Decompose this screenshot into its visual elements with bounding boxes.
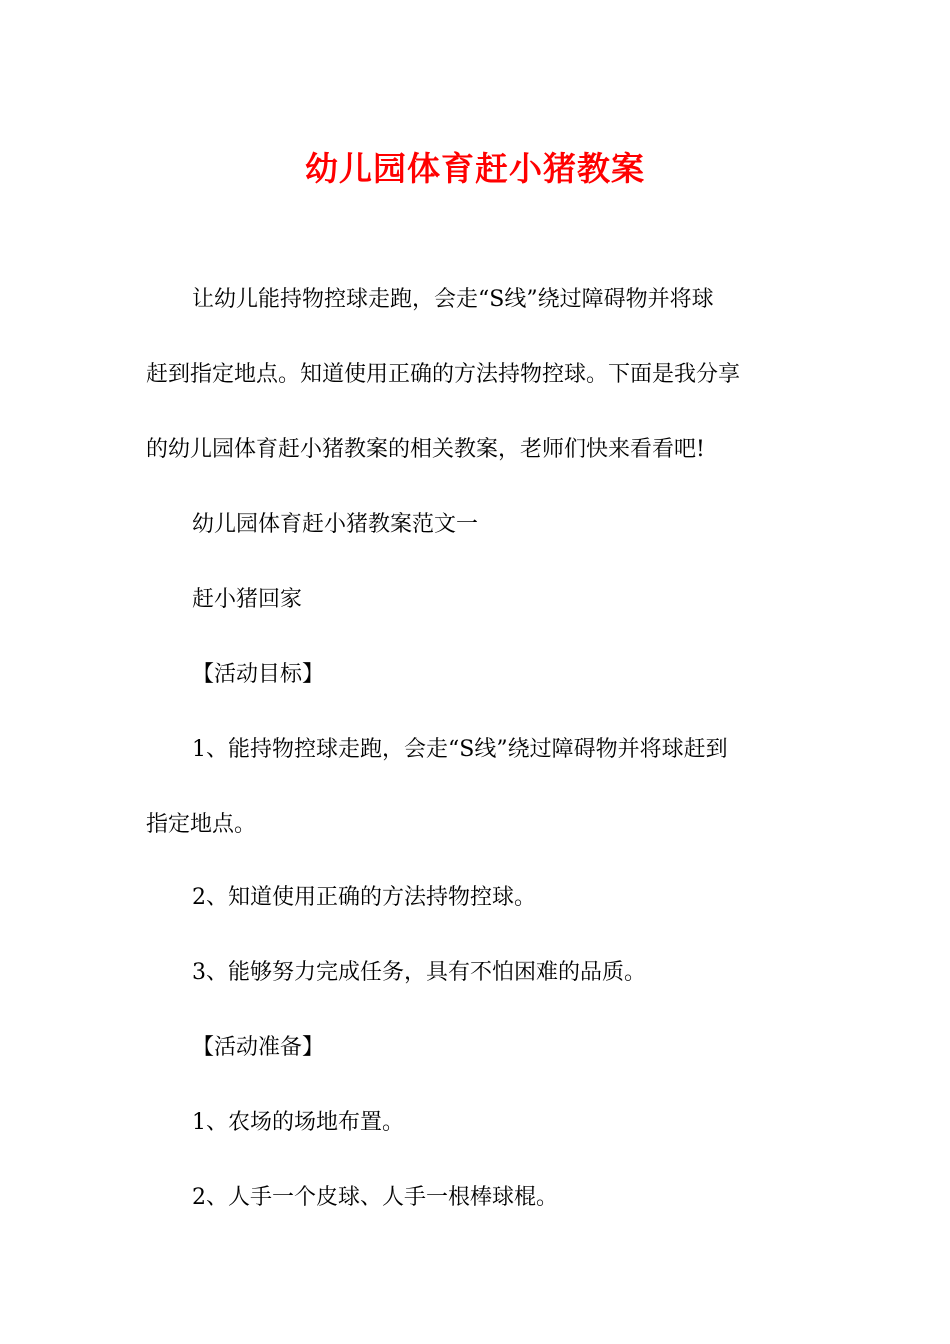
document-title: 幼儿园体育赶小猪教案	[305, 149, 645, 188]
intro-line-2: 赶到指定地点。知道使用正确的方法持物控球。下面是我分享	[146, 362, 741, 387]
goal-1-line-1: 1、能持物控球走跑，会走“S线”绕过障碍物并将球赶到	[192, 737, 728, 762]
goal-1-line-2: 指定地点。	[146, 812, 257, 837]
goal-3: 3、能够努力完成任务，具有不怕困难的品质。	[192, 960, 646, 985]
heading-activity-preparation: 【活动准备】	[192, 1035, 325, 1060]
intro-line-1: 让幼儿能持物控球走跑，会走“S线”绕过障碍物并将球	[192, 287, 714, 312]
heading-activity-goals: 【活动目标】	[192, 662, 325, 687]
preparation-2: 2、人手一个皮球、人手一根棒球棍。	[192, 1185, 558, 1210]
intro-line-3: 的幼儿园体育赶小猪教案的相关教案，老师们快来看看吧!	[146, 437, 705, 462]
preparation-1: 1、农场的场地布置。	[192, 1110, 404, 1135]
goal-2: 2、知道使用正确的方法持物控球。	[192, 885, 536, 910]
lesson-name: 赶小猪回家	[192, 587, 303, 612]
section-heading-sample-one: 幼儿园体育赶小猪教案范文一	[192, 512, 479, 537]
